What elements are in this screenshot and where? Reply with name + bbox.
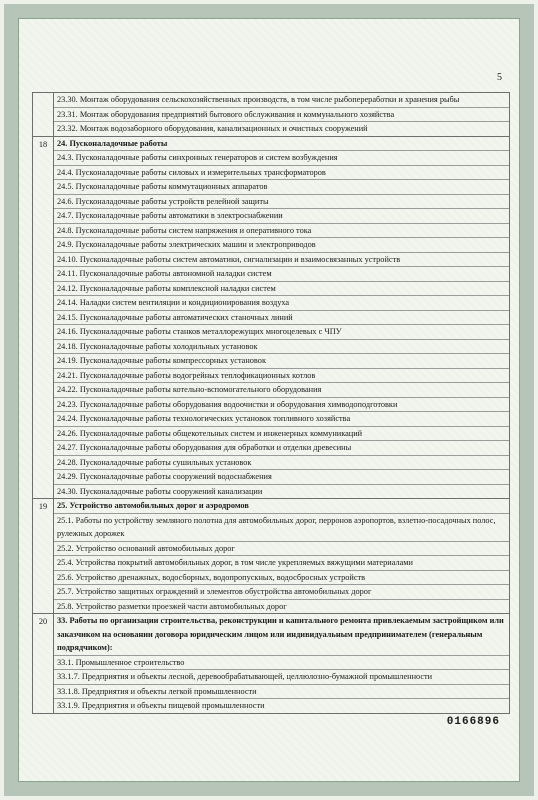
work-item: 24.24. Пусконаладочные работы технологических установок топливного хозяйства [54,411,509,426]
work-item: 23.30. Монтаж оборудования сельскохозяйственных производств, в том числе рыбопереработки и хранения рыбы [57,95,460,104]
row-number: 20 [33,614,54,714]
work-item: 24.6. Пусконаладочные работы устройств релейной защиты [54,194,509,209]
work-item: 24.29. Пусконаладочные работы сооружений водоснабжения [54,469,509,484]
work-item: 33.1.8. Предприятия и объекты легкой промышленности [54,684,509,699]
work-item: 24.12. Пусконаладочные работы комплексной наладки систем [54,281,509,296]
work-item: 24.16. Пусконаладочные работы станков металлорежущих многоцелевых с ЧПУ [54,324,509,339]
work-item: 24.7. Пусконаладочные работы автоматики в электроснабжении [54,208,509,223]
row-number: 19 [33,499,54,614]
work-item: 25.2. Устройство оснований автомобильных дорог [54,541,509,556]
table-row [33,136,510,499]
work-item: 25.6. Устройство дренажных, водосборных, водопропускных, водосбросных устройств [54,570,509,585]
work-item: 24.27. Пусконаладочные работы оборудования для обработки и отделки древесины [54,440,509,455]
section-heading: 33. Работы по организации строительства, реконструкции и капитального ремонта привлекаемым застройщиком или заказчиком на основании договора юридическим лицом или индивидуальным предпринимателем (генеральным подрядчиком): [57,616,504,652]
work-item: 25.8. Устройство разметки проезжей части автомобильных дорог [54,599,509,614]
serial-number: 0166896 [446,716,500,728]
table-row [33,93,510,137]
work-item: 24.18. Пусконаладочные работы холодильных установок [54,339,509,354]
work-item: 24.23. Пусконаладочные работы оборудования водоочистки и оборудования химводоподготовки [54,397,509,412]
work-item: 24.5. Пусконаладочные работы коммутационных аппаратов [54,179,509,194]
work-item: 24.30. Пусконаладочные работы сооружений канализации [54,484,509,499]
row-number [33,93,54,137]
work-item: 24.9. Пусконаладочные работы электрических машин и электроприводов [54,237,509,252]
work-item: 24.26. Пусконаладочные работы общекотельных систем и инженерных коммуникаций [54,426,509,441]
work-item: 24.22. Пусконаладочные работы котельно-вспомогательного оборудования [54,382,509,397]
row-content [54,136,510,499]
work-item: 24.15. Пусконаладочные работы автоматических станочных линий [54,310,509,325]
work-item: 24.28. Пусконаладочные работы сушильных установок [54,455,509,470]
work-item: 33.1. Промышленное строительство [54,655,509,670]
work-item: 24.8. Пусконаладочные работы систем напряжения и оперативного тока [54,223,509,238]
work-item: 25.4. Устройства покрытий автомобильных дорог, в том числе укрепляемых вяжущими материалами [54,555,509,570]
work-item: 24.19. Пусконаладочные работы компрессорных установок [54,353,509,368]
table-row [33,499,510,614]
section-heading: 25. Устройство автомобильных дорог и аэродромов [57,501,249,510]
work-item: 24.14. Наладки систем вентиляции и кондиционирования воздуха [54,295,509,310]
work-item: 24.3. Пусконаладочные работы синхронных генераторов и систем возбуждения [54,150,509,165]
work-item: 33.1.7. Предприятия и объекты лесной, деревообрабатывающей, целлюлозно-бумажной промышленности [54,669,509,684]
row-number: 18 [33,136,54,499]
work-item: 25.1. Работы по устройству земляного полотна для автомобильных дорог, перронов аэропортов, взлетно-посадочных полос, рулежных дорожек [54,513,509,541]
section-heading: 24. Пусконаладочные работы [57,138,168,148]
work-item: 23.32. Монтаж водозаборного оборудования, канализационных и очистных сооружений [54,121,509,136]
row-content [54,499,510,614]
works-table [32,92,510,714]
page-number: 5 [497,72,502,83]
work-item: 23.31. Монтаж оборудования предприятий бытового обслуживания и коммунального хозяйства [54,107,509,122]
work-item: 25.7. Устройство защитных ограждений и элементов обустройства автомобильных дорог [54,584,509,599]
work-item: 33.1.9. Предприятия и объекты пищевой промышленности [54,698,509,713]
work-item: 24.21. Пусконаладочные работы водогрейных теплофикационных котлов [54,368,509,383]
work-item: 24.10. Пусконаладочные работы систем автоматики, сигнализации и взаимосвязанных устройств [54,252,509,267]
row-content [54,93,510,137]
work-item: 24.11. Пусконаладочные работы автономной наладки систем [54,266,509,281]
row-content [54,614,510,714]
work-item: 24.4. Пусконаладочные работы силовых и измерительных трансформаторов [54,165,509,180]
table-row [33,614,510,714]
